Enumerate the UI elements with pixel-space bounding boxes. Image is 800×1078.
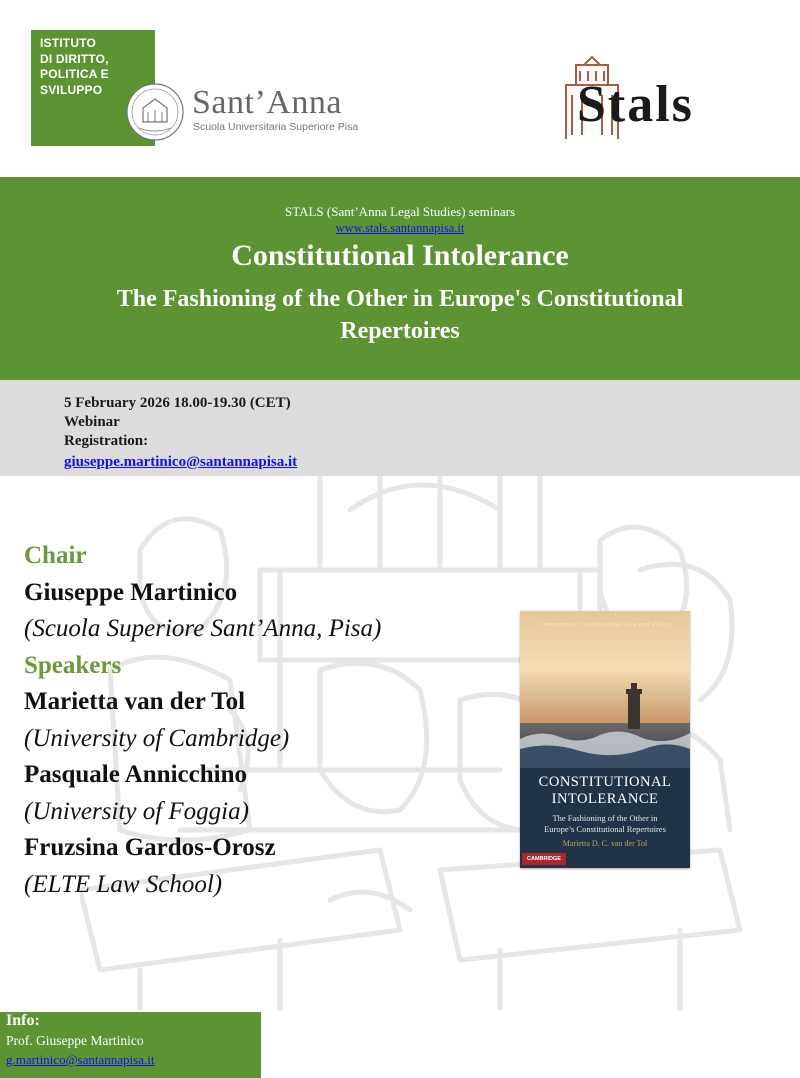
contact-name: Prof. Giuseppe Martinico: [6, 1033, 144, 1048]
speakers-heading: Speakers: [24, 651, 122, 679]
speaker-affiliation: (ELTE Law School): [24, 870, 223, 898]
chair-name: Giuseppe Martinico: [24, 578, 238, 606]
speaker-affiliation: (University of Foggia): [24, 797, 249, 825]
university-name: Sant’Anna: [192, 84, 342, 121]
seminar-series-label: STALS (Sant’Anna Legal Studies) seminars: [284, 204, 516, 219]
chair-heading: Chair: [24, 542, 87, 569]
book-cover: [520, 611, 690, 868]
event-date: 5 February 2026 18.00-19.30 (CET): [64, 395, 291, 411]
event-format: Webinar: [64, 414, 120, 430]
info-label: Info:: [6, 1012, 40, 1029]
book-author: Marietta D. C. van der Tol: [562, 839, 648, 848]
book-title: [520, 774, 690, 808]
institute-line: ISTITUTO: [40, 36, 97, 50]
stals-website-link[interactable]: www.stals.santannapisa.it: [335, 221, 465, 235]
book-title-line: CONSTITUTIONAL: [538, 774, 672, 790]
speaker-name: Pasquale Annicchino: [24, 761, 247, 788]
book-subtitle-line: The Fashioning of the Other in: [552, 813, 658, 823]
institute-line: SVILUPPO: [40, 82, 103, 97]
university-subtitle: Scuola Universitaria Superiore Pisa: [193, 121, 359, 133]
speaker-affiliation: (University of Cambridge): [24, 724, 290, 752]
registration-label: Registration:: [64, 433, 149, 449]
seminar-subtitle: The Fashioning of the Other in Europe's Constitutional Repertoires: [116, 286, 684, 344]
program-list: [24, 538, 381, 903]
title-banner: [0, 177, 800, 380]
book-title-line: INTOLERANCE: [551, 791, 659, 807]
book-subtitle: [520, 813, 690, 835]
chair-affiliation: (Scuola Superiore Sant’Anna, Pisa): [24, 615, 382, 642]
speaker-name: Marietta van der Tol: [24, 688, 246, 715]
institute-line: DI DIRITTO,: [40, 51, 109, 66]
university-seal-icon: [125, 82, 185, 142]
institute-line: POLITICA E: [40, 67, 109, 81]
contact-email-link[interactable]: g.martinico@santannapisa.it: [6, 1052, 155, 1067]
book-subtitle-line: Europe’s Constitutional Repertoires: [544, 824, 666, 834]
book-series: Comparative Constitutional Law and Policy: [539, 621, 671, 628]
info-footer: [0, 1012, 261, 1078]
speaker-name: Fruzsina Gardos-Orosz: [24, 834, 276, 861]
seminar-title: Constitutional Intolerance: [231, 239, 569, 272]
event-info-bar: [0, 380, 800, 476]
publisher-badge: CAMBRIDGE: [522, 853, 566, 865]
stals-wordmark: Stals: [577, 76, 694, 133]
registration-email-link[interactable]: giuseppe.martinico@santannapisa.it: [64, 454, 298, 470]
